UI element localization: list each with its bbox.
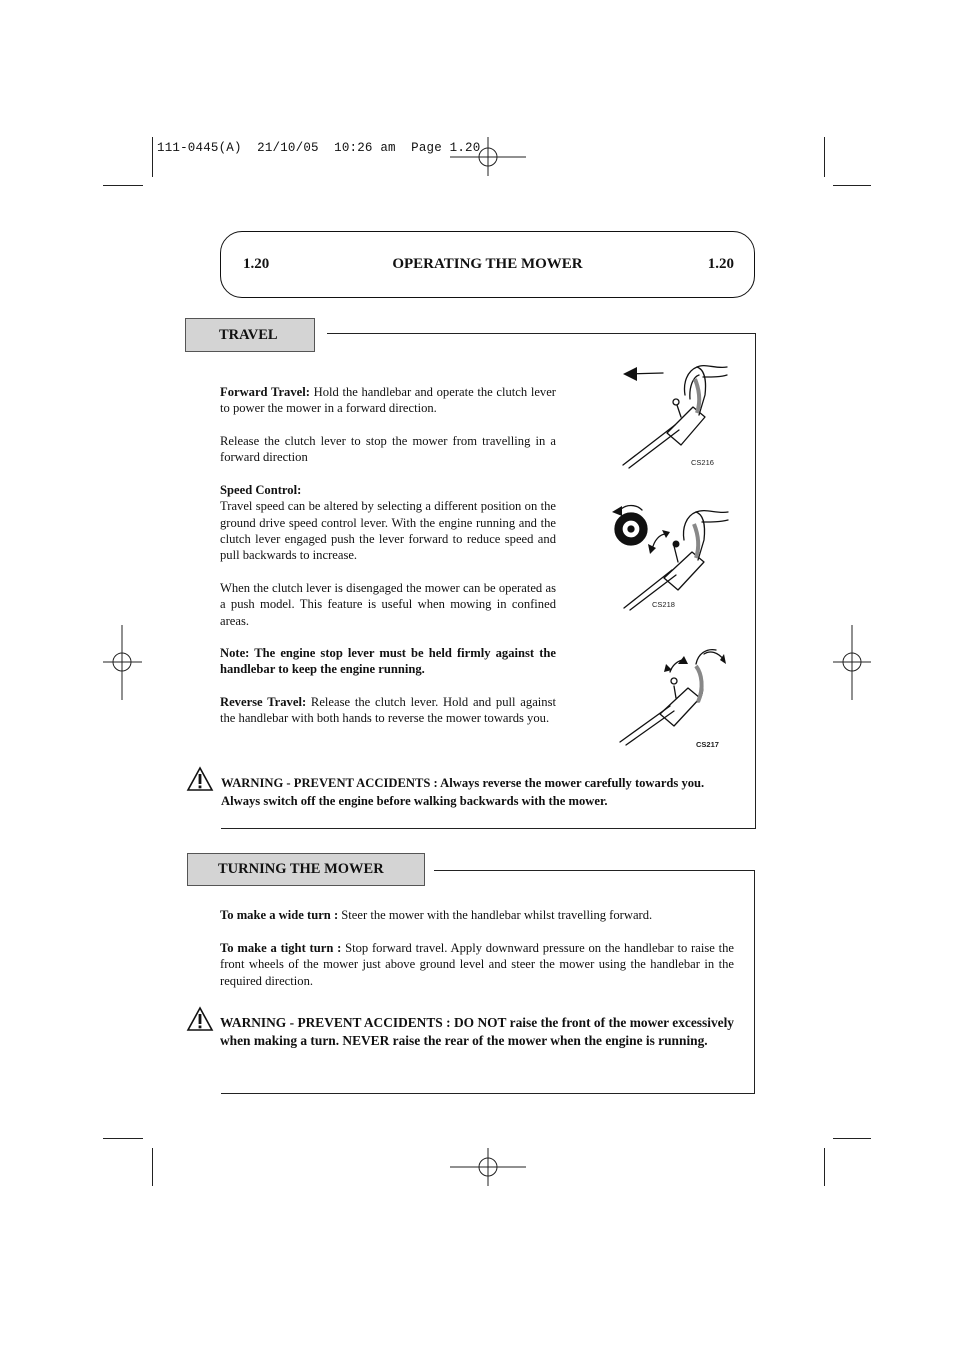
print-info: 111-0445(A) 21/10/05 10:26 am Page 1.20	[157, 141, 481, 155]
section-number-right: 1.20	[707, 256, 734, 272]
reverse-travel-paragraph	[220, 694, 556, 727]
note-paragraph: Note: The engine stop lever must be held firmly against the handlebar to keep the engine running.	[220, 646, 556, 677]
wide-turn-label: To make a wide turn :	[220, 908, 339, 922]
travel-top-rule	[327, 333, 756, 334]
push-model-paragraph: When the clutch lever is disengaged the mower can be operated as a push model. This feature is useful when mowing in confined areas.	[220, 581, 556, 628]
tight-turn-paragraph	[220, 940, 734, 989]
reverse-travel-text: Release the clutch lever. Hold and pull against the handlebar with both hands to reverse the mower towards you.	[220, 695, 556, 726]
turning-right-rule	[754, 870, 755, 1094]
tight-turn-label: To make a tight turn :	[220, 941, 342, 955]
forward-travel-illustration	[615, 355, 735, 470]
speed-control-illustration	[610, 500, 735, 612]
speed-control-heading: Speed Control:	[220, 483, 302, 497]
arrow-left-icon	[623, 367, 637, 381]
forward-travel-label: Forward Travel:	[220, 385, 310, 399]
release-paragraph: Release the clutch lever to stop the mower from travelling in a forward direction	[220, 434, 556, 465]
wide-turn-text: Steer the mower with the handlebar whilst travelling forward.	[338, 908, 653, 922]
travel-warning: WARNING - PREVENT ACCIDENTS : Always reverse the mower carefully towards you. Always switch off the engine before walking backwards with the mower.	[221, 776, 705, 808]
turning-warning: WARNING - PREVENT ACCIDENTS : DO NOT raise the front of the mower excessively when making a turn. NEVER raise the rear of the mower when the engine is running.	[220, 1015, 734, 1048]
travel-right-rule	[755, 333, 756, 829]
turning-bottom-rule	[221, 1093, 755, 1094]
travel-bottom-rule	[221, 828, 756, 829]
forward-travel-paragraph	[220, 384, 556, 417]
reverse-travel-illustration	[612, 640, 732, 750]
wide-turn-paragraph	[220, 907, 734, 923]
page-title: OPERATING THE MOWER	[392, 256, 583, 272]
turning-top-rule	[434, 870, 755, 871]
reverse-travel-label: Reverse Travel:	[220, 695, 307, 709]
figure-code-cs218: CS218	[652, 600, 675, 609]
section-number-left: 1.20	[243, 256, 270, 272]
figure-code-cs217: CS217	[696, 740, 719, 749]
page-header	[220, 231, 755, 298]
speed-control-paragraph	[220, 482, 556, 563]
turning-tab: TURNING THE MOWER	[187, 853, 425, 886]
speed-control-text: Travel speed can be altered by selecting a different position on the ground drive speed control lever. With the engine running and the clutch lever engaged push the lever forward to reduce speed and pull backwards to increase.	[220, 499, 556, 563]
tight-turn-text: Stop forward travel. Apply downward pressure on the handlebar to raise the front wheels of the mower just above ground level and steer the mower using the handlebar in the required direction.	[220, 941, 734, 988]
warning-triangle-icon	[186, 766, 214, 792]
figure-code-cs216: CS216	[691, 458, 714, 467]
travel-tab: TRAVEL	[185, 318, 315, 352]
forward-travel-text: Hold the handlebar and operate the clutch lever to power the mower in a forward direction.	[220, 385, 556, 416]
warning-triangle-icon	[186, 1006, 214, 1032]
